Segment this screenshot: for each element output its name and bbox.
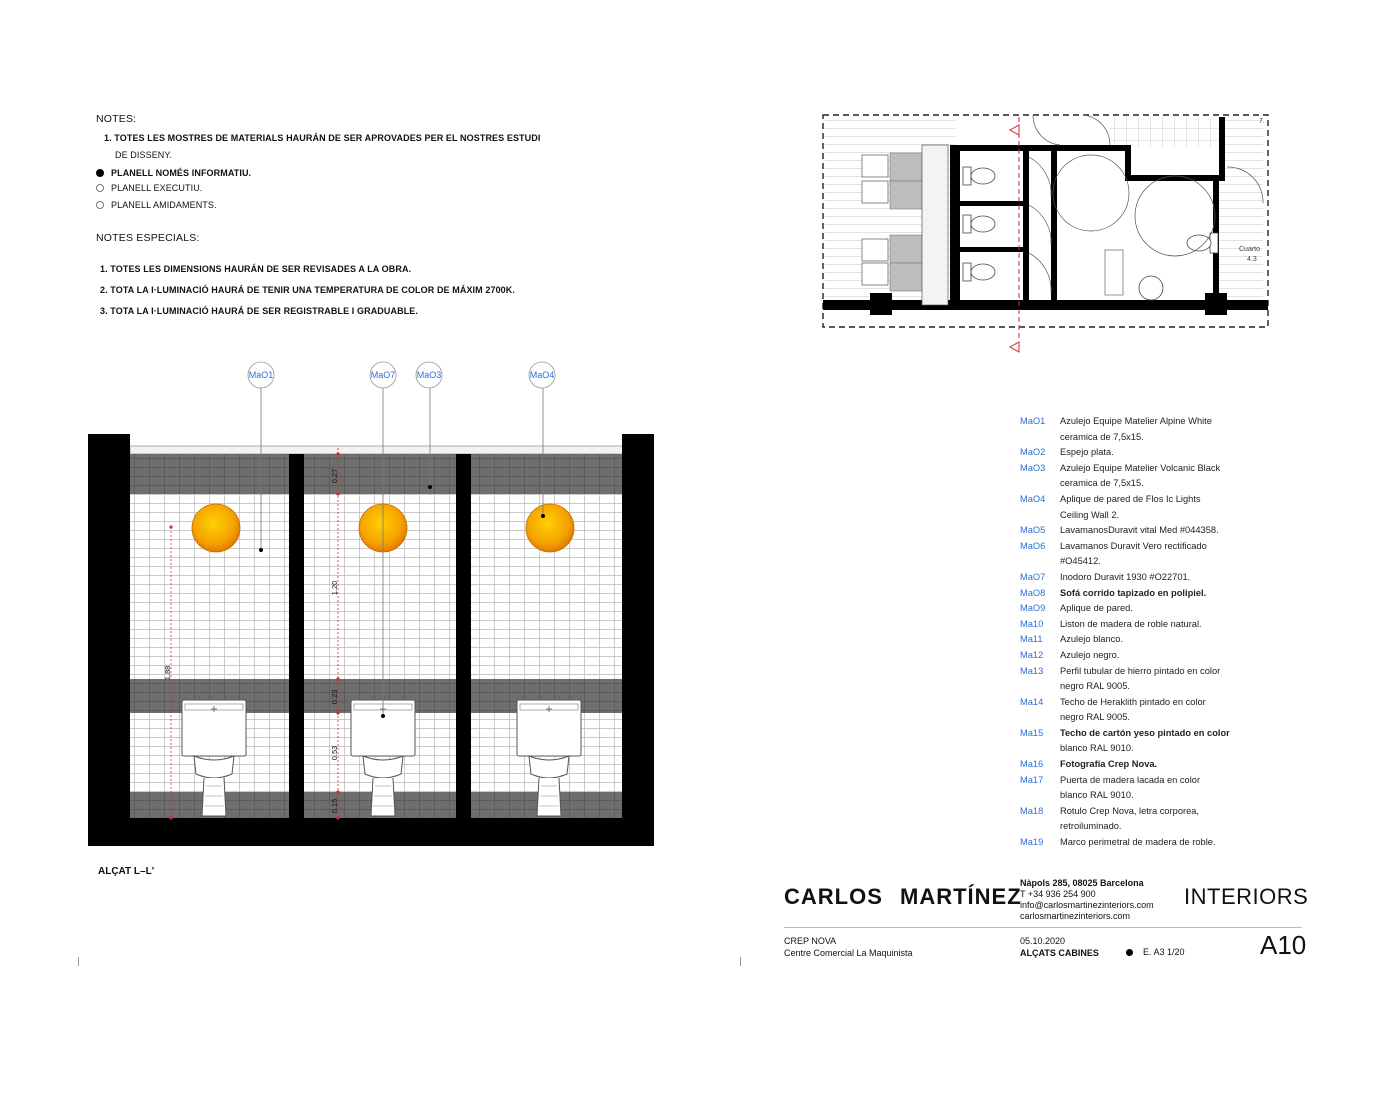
legend-text: negro RAL 9005.	[1060, 712, 1130, 723]
material-tag	[416, 362, 442, 388]
room-area: 4.3	[1247, 256, 1257, 263]
legend-text: Inodoro Duravit 1930 #O22701.	[1060, 571, 1191, 582]
legend-code	[1020, 430, 1060, 446]
legend-code: Ma18	[1020, 805, 1044, 816]
legend-row	[1020, 445, 1280, 461]
legend-row	[1020, 679, 1280, 695]
special-note-1: 1. TOTES LES DIMENSIONS HAURÁN DE SER REVISADES A LA OBRA.	[100, 264, 412, 274]
legend-text: Puerta de madera lacada en color	[1060, 774, 1201, 785]
tag-label: MaO7	[370, 370, 396, 380]
legend-row	[1020, 414, 1280, 430]
legend-code	[1020, 508, 1060, 524]
legend-row	[1020, 664, 1280, 680]
legend-row	[1020, 835, 1280, 851]
legend-code: MaO6	[1020, 540, 1046, 551]
legend-text: Espejo plata.	[1060, 447, 1114, 458]
note-amidaments-label: PLANELL AMIDAMENTS.	[111, 200, 217, 210]
note-executiu-label: PLANELL EXECUTIU.	[111, 183, 203, 193]
firm-interiors-label: INTERIORS	[1184, 884, 1309, 909]
note-informatiu-label: PLANELL NOMÉS INFORMATIU.	[111, 168, 252, 178]
legend-row	[1020, 648, 1280, 664]
legend-code: Ma14	[1020, 696, 1044, 707]
legend-row	[1020, 476, 1280, 492]
legend-code: MaO4	[1020, 493, 1046, 504]
legend-code: Ma10	[1020, 618, 1044, 629]
legend-text: Rotulo Crep Nova, letra corporea,	[1060, 805, 1200, 816]
dark-tile-band-top	[130, 454, 623, 494]
elevation-drawing	[0, 0, 700, 900]
legend-text: ceramica de 7,5x15.	[1060, 431, 1144, 442]
legend-text: Techo de cartón yeso pintado en color	[1060, 727, 1230, 738]
right-wall-section	[622, 434, 654, 846]
phone: T +34 936 254 900	[1020, 889, 1096, 899]
legend-code	[1020, 819, 1060, 835]
legend-text: LavamanosDuravit vital Med #044358.	[1060, 525, 1219, 536]
legend-code: MaO3	[1020, 462, 1046, 473]
notes-title: NOTES:	[96, 113, 137, 125]
legend-row	[1020, 757, 1280, 773]
legend-row	[1020, 570, 1280, 586]
legend-text: Fotografía Crep Nova.	[1060, 759, 1158, 770]
contact-block	[1020, 878, 1154, 922]
legend-text: Azulejo blanco.	[1060, 634, 1124, 645]
floor-slab	[88, 818, 654, 846]
material-tag	[370, 362, 396, 388]
legend-text: ceramica de 7,5x15.	[1060, 478, 1144, 489]
legend-text: Ceiling Wall 2.	[1060, 509, 1120, 520]
legend-row	[1020, 819, 1280, 835]
email: info@carlosmartinezinteriors.com	[1020, 900, 1154, 910]
project-info	[784, 936, 913, 959]
legend-code: MaO5	[1020, 525, 1046, 536]
tag-label: MaO3	[416, 370, 442, 380]
legend-text: Aplique de pared de Flos Ic Lights	[1060, 493, 1201, 504]
special-notes-title: NOTES ESPECIALS:	[96, 232, 200, 244]
ceiling-line	[130, 446, 623, 454]
legend-text: retroiluminado.	[1060, 821, 1122, 832]
legend-code: Ma16	[1020, 759, 1044, 770]
legend-code	[1020, 476, 1060, 492]
crop-mark	[78, 957, 79, 966]
partition-1	[289, 454, 304, 818]
legend-row	[1020, 492, 1280, 508]
legend-code: MaO9	[1020, 603, 1046, 614]
scale-dot-icon	[1126, 949, 1133, 956]
legend-code: Ma19	[1020, 837, 1044, 848]
legend-row	[1020, 695, 1280, 711]
left-wall-section	[88, 434, 130, 846]
material-legend	[1020, 414, 1280, 851]
legend-text: Lavamanos Duravit Vero rectificado	[1060, 540, 1207, 551]
legend-text: Techo de Heraklith pintado en color	[1060, 696, 1206, 707]
project-location: Centre Comercial La Maquinista	[784, 947, 913, 958]
legend-code	[1020, 679, 1060, 695]
special-note-2: 2. TOTA LA I·LUMINACIÓ HAURÁ DE TENIR UNA TEMPERATURA DE COLOR DE MÁXIM 2700K.	[100, 285, 515, 295]
legend-row	[1020, 508, 1280, 524]
legend-text: Perfil tubular de hierro pintado en color	[1060, 665, 1221, 676]
wall-lamp-icon	[192, 504, 240, 552]
legend-row	[1020, 710, 1280, 726]
legend-text: blanco RAL 9010.	[1060, 790, 1134, 801]
firm-name: CARLOS MARTÍNEZ	[784, 884, 1022, 909]
legend-code: MaO7	[1020, 571, 1046, 582]
legend-code	[1020, 554, 1060, 570]
legend-code: Ma15	[1020, 727, 1044, 738]
legend-code: Ma17	[1020, 774, 1044, 785]
sheet-number: A10	[1260, 930, 1307, 960]
drawing-title: ALÇATS CABINES	[1020, 947, 1099, 958]
dim-label: 0.27	[330, 468, 339, 484]
legend-text: blanco RAL 9010.	[1060, 743, 1134, 754]
legend-text: Sofá corrido tapizado en polipiel.	[1060, 587, 1207, 598]
dim-label: 0.53	[330, 745, 339, 761]
wall-lamp-icon	[526, 504, 574, 552]
note-1: 1. TOTES LES MOSTRES DE MATERIALS HAURÁN DE SER APROVADES PER EL NOSTRES ESTUDI	[104, 133, 541, 143]
special-note-3: 3. TOTA LA I·LUMINACIÓ HAURÁ DE SER REGISTRABLE I GRADUABLE.	[100, 306, 419, 316]
legend-row	[1020, 461, 1280, 477]
legend-row	[1020, 523, 1280, 539]
elevation-title: ALÇAT L–L'	[98, 866, 155, 877]
legend-text: Aplique de pared.	[1060, 603, 1133, 614]
tag-label: MaO4	[529, 370, 555, 380]
scale-info	[1126, 947, 1185, 957]
dim-label: 1.20	[330, 580, 339, 596]
legend-code: Ma11	[1020, 634, 1043, 645]
legend-row	[1020, 554, 1280, 570]
legend-text: Azulejo Equipe Matelier Volcanic Black	[1060, 462, 1221, 473]
legend-row	[1020, 773, 1280, 789]
legend-row	[1020, 430, 1280, 446]
legend-code	[1020, 741, 1060, 757]
legend-text: Azulejo negro.	[1060, 649, 1120, 660]
legend-code: Ma12	[1020, 649, 1044, 660]
legend-row	[1020, 632, 1280, 648]
website: carlosmartinezinteriors.com	[1020, 911, 1131, 921]
address: Nàpols 285, 08025 Barcelona	[1020, 878, 1144, 888]
legend-code	[1020, 788, 1060, 804]
legend-row	[1020, 586, 1280, 602]
legend-row	[1020, 726, 1280, 742]
crop-mark	[740, 957, 741, 966]
legend-code: MaO8	[1020, 587, 1046, 598]
legend-code: MaO2	[1020, 447, 1046, 458]
legend-row	[1020, 617, 1280, 633]
project-name: CREP NOVA	[784, 936, 837, 946]
legend-row	[1020, 539, 1280, 555]
legend-row	[1020, 804, 1280, 820]
floor-plan	[815, 105, 1275, 360]
legend-text: negro RAL 9005.	[1060, 681, 1130, 692]
legend-text: Liston de madera de roble natural.	[1060, 618, 1202, 629]
dim-label: 0.23	[330, 689, 339, 705]
legend-row	[1020, 741, 1280, 757]
dim-label: 0.15	[330, 798, 339, 814]
legend-row	[1020, 788, 1280, 804]
legend-row	[1020, 601, 1280, 617]
legend-code	[1020, 710, 1060, 726]
drawing-info	[1020, 936, 1099, 959]
tag-label: MaO1	[248, 370, 274, 380]
legend-text: Marco perimetral de madera de roble.	[1060, 837, 1216, 848]
legend-code: MaO1	[1020, 416, 1046, 426]
drawing-date: 05.10.2020	[1020, 936, 1066, 946]
legend-code: Ma13	[1020, 665, 1044, 676]
corner-label: 7.	[1259, 118, 1265, 125]
note-1-continued: DE DISSENY.	[115, 150, 172, 160]
legend-text: #O45412.	[1060, 556, 1101, 567]
legend-text: Azulejo Equipe Matelier Alpine White	[1060, 416, 1212, 426]
title-block-divider	[784, 927, 1302, 928]
partition-2	[456, 454, 471, 818]
dim-label: 1.88	[163, 665, 172, 681]
room-label: Cuarto	[1239, 246, 1261, 253]
material-tag	[248, 362, 274, 388]
scale-label: E. A3 1/20	[1143, 947, 1185, 957]
material-tag	[529, 362, 555, 388]
